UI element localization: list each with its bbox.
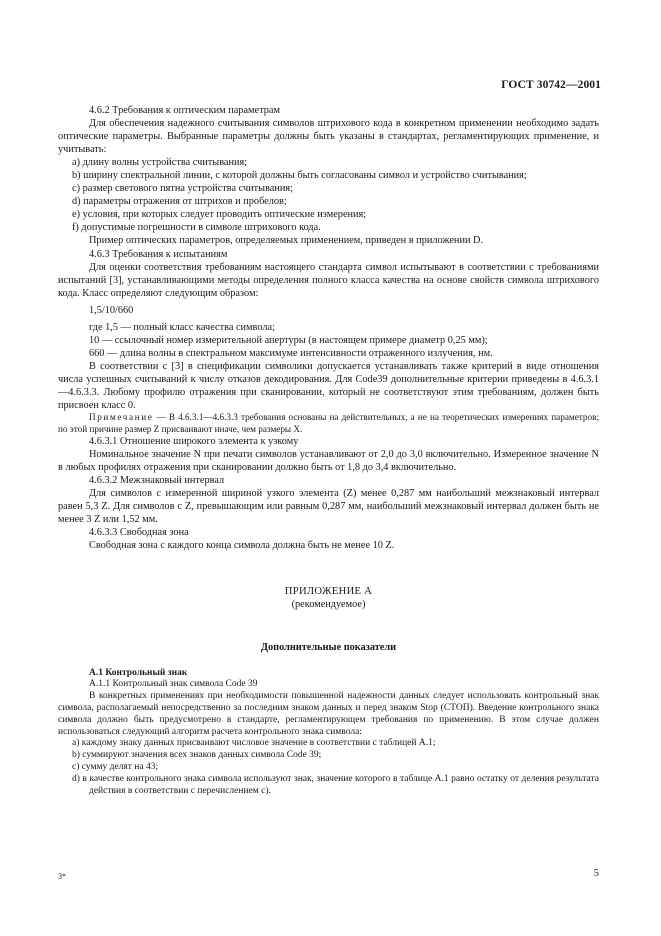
section-4-6-3-3-text: Свободная зона с каждого конца символа должна быть не менее 10 Z. <box>89 540 395 552</box>
list-item: b) ширину спектральной линии, с которой должны быть согласованы символ и устройство считывания; <box>72 170 527 182</box>
appendix-title: ПРИЛОЖЕНИЕ А <box>284 585 373 597</box>
list-item: c) сумму делят на 43; <box>72 762 159 773</box>
list-item: b) суммируют значения всех знаков данных символа Code 39; <box>72 750 322 761</box>
document-body <box>58 104 599 797</box>
list-item: f) допустимые погрешности в символе штрихового кода. <box>72 222 321 234</box>
page-number: 5 <box>593 868 599 879</box>
section-heading-4-6-3: 4.6.3 Требования к испытаниям <box>89 248 228 260</box>
section-4-6-2-intro: Для обеспечения надежного считывания символов штрихового кода в конкретном применении необходимо задать оптические параметры. Выбранные параметры должны быть указаны в стандартах, регламентирующих применение, и учитывать: <box>58 118 599 156</box>
appendix-content <box>58 668 599 798</box>
note <box>58 412 599 435</box>
list-item: а) каждому знаку данных присваивают числовое значение в соответствии с таблицей А.1; <box>72 738 436 749</box>
note-label: Примечание <box>89 412 154 423</box>
section-4-6-3-paragraph: В соответствии с [3] в спецификации символики допускается устанавливать также критерий в виде отношения числа успешных считываний к числу отказов декодирования. Для Code39 дополнительные критерии приведены в 4.6.3.1—4.6.3.3. Любому профилю отражения при сканировании, который не соответствуют этим требованиям, должен быть присвоен класс 0. <box>58 360 599 412</box>
subsection-heading-a1: А.1 Контрольный знак <box>89 667 188 678</box>
list-item: d) в качестве контрольного знака символа используют знак, значение которого в таблице А.1 равно остатку от деления результата действия в соответствии с перечислением с). <box>72 773 599 796</box>
note-text: — В 4.6.3.1—4.6.3.3 требования основаны на действительных, а не на теоретических измерениях параметров; по этой причине размер Z присваивают иначе, чем размеры X. <box>58 412 600 434</box>
formula-explanation: 10 — ссылочный номер измерительной апертуры (в настоящем примере диаметр 0,25 мм); <box>89 334 488 346</box>
list-item: a) длину волны устройства считывания; <box>72 157 248 169</box>
section-4-6-3-2-text: Для символов с измеренной шириной узкого элемента (Z) менее 0,287 мм наибольший межзнаковый интервал равен 5,3 Z. Для символов с Z, превышающим или равным 0,287 мм, наибольший межзнаковый интервал должен быть не менее 3 Z или 1,52 мм. <box>58 488 599 526</box>
section-4-6-3-intro: Для оценки соответствия требованиям настоящего стандарта символ испытывают в соответствии с требованиями испытаний [3], устанавливающими методы определения полного класса качества на основе свойств символа штрихового кода. Класс определяют следующим образом: <box>58 261 599 299</box>
section-4-6-3-1-text: Номинальное значение N при печати символов устанавливают от 2,0 до 3,0 включительно. Измеренное значение N в любых профилях отражения при сканировании должно быть от 1,8 до 3,4 включительно. <box>58 449 599 474</box>
section-heading-4-6-3-3: 4.6.3.3 Свободная зона <box>89 527 189 539</box>
appendix-subtitle: (рекомендуемое) <box>291 598 366 610</box>
formula-explanation: 660 — длина волны в спектральном максимуме интенсивности отраженного излучения, нм. <box>89 347 493 359</box>
example-reference: Пример оптических параметров, определяемых применением, приведен в приложении D. <box>89 235 484 247</box>
subsection-heading-a1-1: А.1.1 Контрольный знак символа Code 39 <box>89 679 258 690</box>
subsection-a1-1-text: В конкретных применениях при необходимости повышенной надежности данных следует использовать контрольный знак символа, располагаемый непосредственно за последним знаком данных и перед знаком Stop (СТОП). Введение контрольного знака символа должно быть предусмотрено в стандарте, регламентирующем требования по применению. В этом случае должен использоваться следующий алгоритм расчета контрольного знака символа: <box>58 691 599 737</box>
list-item: e) условия, при которых следует проводить оптические измерения; <box>72 209 367 221</box>
list-item: c) размер светового пятна устройства считывания; <box>72 183 293 195</box>
section-heading-4-6-3-1: 4.6.3.1 Отношение широкого элемента к узкому <box>89 436 299 448</box>
footer-mark: 3* <box>58 872 66 881</box>
formula-explanation: где 1,5 — полный класс качества символа; <box>89 321 275 333</box>
document-header: ГОСТ 30742—2001 <box>501 79 601 91</box>
section-heading-4-6-2: 4.6.2 Требования к оптическим параметрам <box>89 105 280 116</box>
quality-formula: 1,5/10/660 <box>89 304 134 316</box>
list-item: d) параметры отражения от штрихов и пробелов; <box>72 196 287 208</box>
appendix-heading: Дополнительные показатели <box>260 641 397 653</box>
section-heading-4-6-3-2: 4.6.3.2 Межзнаковый интервал <box>89 475 225 487</box>
